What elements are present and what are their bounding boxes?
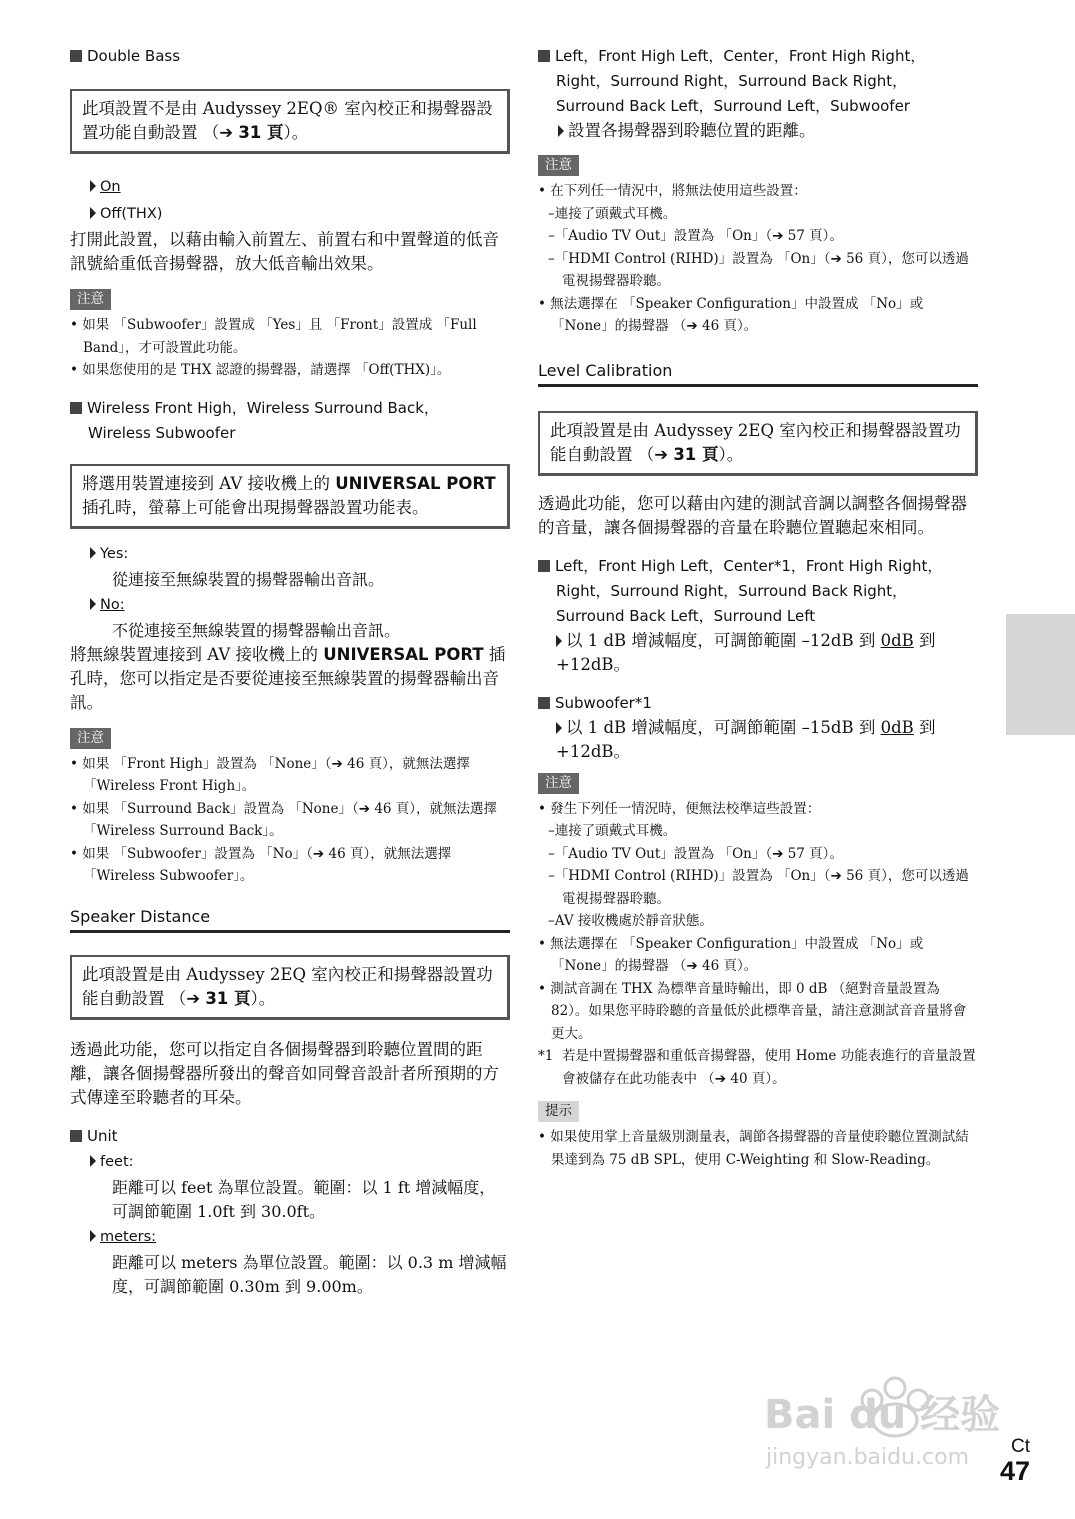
no-description: 不從連接至無線裝置的揚聲器輸出音訊。	[112, 620, 401, 640]
level-range-description: 以 1 dB 增減幅度，可調節範圍 –12dB 到 0dB 到 +12dB。	[556, 630, 936, 674]
note-tag: 注意	[538, 773, 579, 794]
triangle-bullet-icon	[558, 125, 564, 137]
subwoofer-heading: Subwoofer*1	[538, 691, 978, 716]
distance-option: 設置各揚聲器到聆聽位置的距離。	[538, 119, 978, 146]
note-subitem: –「Audio TV Out」設置為 「On」（➔ 57 頁）。	[548, 228, 843, 244]
square-bullet-icon	[70, 1130, 82, 1142]
speaker-distance-title: Speaker Distance	[70, 906, 510, 933]
note-item: • 發生下列任一情況時，便無法校準這些設置：	[538, 800, 821, 817]
option-no: No:	[70, 592, 510, 619]
note-item: • 無法選擇在 「Speaker Configuration」中設置成 「No」或 「None」的揚聲器 （➔ 46 頁）。	[538, 935, 924, 974]
note-tag: 注意	[70, 289, 111, 310]
option-off-thx: Off(THX)	[70, 201, 510, 228]
note-subitem: –「Audio TV Out」設置為 「On」（➔ 57 頁）。	[548, 845, 843, 862]
triangle-bullet-icon	[556, 722, 562, 734]
distance-notes	[538, 180, 978, 338]
triangle-bullet-icon	[90, 1230, 96, 1242]
note-subitem: –「HDMI Control (RIHD)」設置為 「On」（➔ 56 頁），您可以透過電視揚聲器聆聽。	[548, 250, 969, 289]
level-speakers-heading: Left，Front High Left，Center*1，Front High Right，	[538, 554, 978, 579]
note-subitem: –「HDMI Control (RIHD)」設置為 「On」（➔ 56 頁），您可以透過電視揚聲器聆聽。	[548, 868, 969, 907]
feet-description: 距離可以 feet 為單位設置。範圍：以 1 ft 增減幅度，可調節範圍 1.0ft 到 30.0ft。	[112, 1177, 496, 1221]
level-calibration-title: Level Calibration	[538, 360, 978, 387]
triangle-bullet-icon	[90, 180, 96, 192]
note-item: • 測試音調在 THX 為標準音量時輸出，即 0 dB （絕對音量設置為 82）。如果您平時聆聽的音量低於此標準音量，請注意測試音音量將會更大。	[538, 980, 967, 1042]
wireless-port-note-box: 將選用裝置連接到 AV 接收機上的 UNIVERSAL PORT 插孔時，螢幕上可能會出現揚聲器設置功能表。	[70, 464, 510, 529]
distance-speakers-heading-line2: Right，Surround Right，Surround Back Right，	[556, 72, 908, 90]
level-speakers-heading-line2: Right，Surround Right，Surround Back Right，	[556, 581, 908, 600]
option-yes: Yes:	[70, 541, 510, 568]
speaker-distance-description: 透過此功能，您可以指定自各個揚聲器到聆聽位置間的距離，讓各個揚聲器所發出的聲音如同聲音設計者所預期的方式傳達至聆聽者的耳朵。	[70, 1039, 499, 1107]
watermark-url: jingyan.baidu.com	[766, 1445, 970, 1470]
note-item: • 如果 「Subwoofer」設置成 「Yes」且 「Front」設置成 「Full Band」，才可設置此功能。	[70, 317, 477, 356]
wireless-description: 將無線裝置連接到 AV 接收機上的 UNIVERSAL PORT 插孔時，您可以指定是否要從連接至無線裝置的揚聲器輸出音訊。	[70, 644, 506, 712]
square-bullet-icon	[538, 560, 550, 572]
tip-notes	[538, 1126, 978, 1171]
wireless-notes	[70, 753, 510, 888]
double-bass-heading: Double Bass	[70, 44, 510, 69]
note-subitem: –連接了頭戴式耳機。	[548, 205, 677, 222]
wireless-heading: Wireless Front High，Wireless Surround Back，	[70, 396, 510, 421]
note-item: • 無法選擇在 「Speaker Configuration」中設置成 「No」或 「None」的揚聲器 （➔ 46 頁）。	[538, 295, 924, 334]
option-meters: meters:	[70, 1224, 510, 1251]
level-calibration-auto-note-box: 此項設置是由 Audyssey 2EQ 室內校正和揚聲器設置功能自動設置 （➔ 31 頁）。	[538, 411, 978, 476]
note-tag: 注意	[70, 728, 111, 749]
square-bullet-icon	[538, 697, 550, 709]
level-calibration-description: 透過此功能，您可以藉由內建的測試音調以調整各個揚聲器的音量，讓各個揚聲器的音量在聆聽位置聽起來相同。	[538, 493, 967, 537]
triangle-bullet-icon	[90, 207, 96, 219]
option-feet: feet:	[70, 1149, 510, 1176]
watermark-brand: Bai du 经验	[764, 1392, 1001, 1438]
note-tag: 注意	[538, 155, 579, 176]
note-subitem: –連接了頭戴式耳機。	[548, 823, 677, 839]
option-on: On	[70, 174, 510, 201]
square-bullet-icon	[70, 402, 82, 414]
distance-speakers-heading-line3: Surround Back Left，Surround Left，Subwoofer	[556, 97, 910, 115]
right-column	[538, 44, 978, 1171]
note-item: • 在下列任一情況中，將無法使用這些設置：	[538, 183, 807, 199]
triangle-bullet-icon	[90, 1155, 96, 1167]
square-bullet-icon	[538, 50, 550, 62]
level-speakers-heading-line3: Surround Back Left，Surround Left	[556, 606, 816, 625]
note-item: • 如果 「Subwoofer」設置為 「No」（➔ 46 頁），就無法選擇 「Wireless Subwoofer」。	[70, 845, 452, 884]
double-bass-description: 打開此設置，以藉由輸入前置左、前置右和中置聲道的低音訊號給重低音揚聲器，放大低音輸出效果。	[70, 230, 499, 273]
double-bass-notes	[70, 314, 510, 382]
note-item: • 如果 「Front High」設置為 「None」（➔ 46 頁），就無法選擇 「Wireless Front High」。	[70, 755, 470, 794]
triangle-bullet-icon	[556, 635, 562, 647]
triangle-bullet-icon	[90, 547, 96, 559]
level-notes	[538, 798, 978, 1091]
wireless-heading-line2: Wireless Subwoofer	[88, 423, 236, 442]
tip-item: • 如果使用掌上音量級別測量表，調節各揚聲器的音量使聆聽位置測試結果達到為 75 dB SPL，使用 C-Weighting 和 Slow-Reading。	[538, 1129, 969, 1168]
triangle-bullet-icon	[90, 598, 96, 610]
speaker-distance-auto-note-box: 此項設置是由 Audyssey 2EQ 室內校正和揚聲器設置功能自動設置 （➔ 31 頁）。	[70, 955, 510, 1020]
page-edge-tab	[1006, 614, 1075, 735]
note-item: • 如果您使用的是 THX 認證的揚聲器，請選擇 「Off(THX)」。	[70, 362, 451, 378]
baidu-watermark-logo	[760, 1360, 1010, 1480]
unit-heading: Unit	[70, 1124, 510, 1149]
square-bullet-icon	[70, 50, 82, 62]
page-number: 47	[999, 1456, 1030, 1486]
double-bass-auto-note-box: 此項設置不是由 Audyssey 2EQ® 室內校正和揚聲器設置功能自動設置 （➔ 31 頁）。	[70, 89, 510, 154]
distance-speakers-heading: Left，Front High Left，Center，Front High Right，	[538, 44, 978, 69]
meters-description: 距離可以 meters 為單位設置。範圍：以 0.3 m 增減幅度，可調節範圍 0.30m 到 9.00m。	[112, 1252, 507, 1296]
footnote: *1 若是中置揚聲器和重低音揚聲器，使用 Home 功能表進行的音量設置會被儲存在此功能表中 （➔ 40 頁）。	[538, 1048, 976, 1087]
tip-tag: 提示	[538, 1101, 579, 1122]
note-subitem: –AV 接收機處於靜音狀態。	[548, 913, 713, 929]
yes-description: 從連接至無線裝置的揚聲器輸出音訊。	[112, 569, 385, 589]
page-language-code: Ct	[1011, 1436, 1030, 1457]
subwoofer-range-description: 以 1 dB 增減幅度，可調節範圍 –15dB 到 0dB 到 +12dB。	[556, 717, 936, 761]
left-column	[70, 44, 510, 1299]
note-item: • 如果 「Surround Back」設置為 「None」（➔ 46 頁），就無法選擇 「Wireless Surround Back」。	[70, 800, 498, 839]
